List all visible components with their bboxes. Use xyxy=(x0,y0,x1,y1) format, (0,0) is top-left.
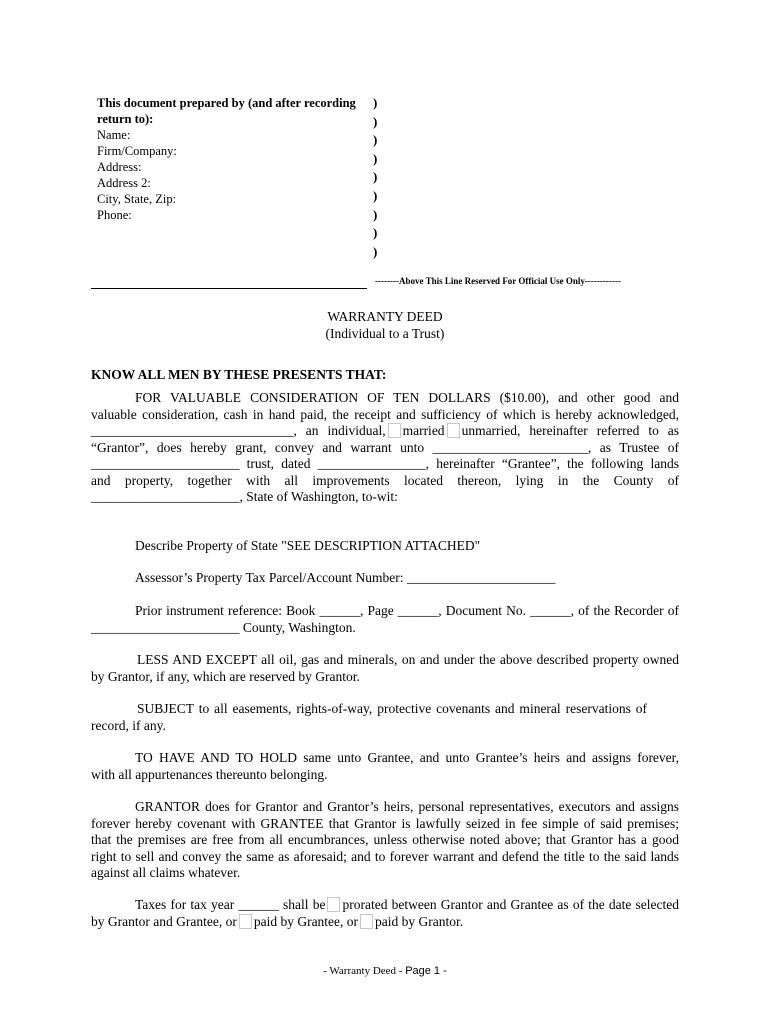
text-line: ______________________ County, Washington. xyxy=(91,619,356,635)
firm-field-label: Firm/Company: xyxy=(97,144,177,158)
prepared-by-label: This document prepared by (and after recording xyxy=(97,96,356,110)
paid-by-grantee-checkbox[interactable] xyxy=(239,914,252,929)
taxes-paragraph xyxy=(91,897,679,930)
phone-field-label: Phone: xyxy=(97,208,132,222)
address2-field-label: Address 2: xyxy=(97,176,151,190)
married-label: married xyxy=(402,423,445,438)
footer-page-number: Page 1 - xyxy=(405,965,447,977)
bracket: ) xyxy=(373,169,378,185)
bracket: ) xyxy=(373,243,378,259)
text-line: ______________________ trust, dated ________________, hereinafter “Grantee”, the following lands xyxy=(91,456,679,471)
prorated-text: prorated between Grantor and Grantee as of the date selected xyxy=(342,897,680,912)
prorated-checkbox[interactable] xyxy=(327,897,340,912)
text-line: right to sell and convey the same as aforesaid; and to forever warrant and defend the title to the said lands xyxy=(91,848,679,864)
text-line: record, if any. xyxy=(91,717,166,733)
text-line: Describe Property of State "SEE DESCRIPTION ATTACHED" xyxy=(135,538,481,553)
document-title: WARRANTY DEED xyxy=(327,309,443,324)
paid-by-grantor-label: paid by Grantor. xyxy=(375,913,464,929)
grant-text: “Grantor”, does hereby grant, convey and warrant unto xyxy=(91,439,425,455)
text-line: FOR VALUABLE CONSIDERATION OF TEN DOLLARS ($10.00), and other good and xyxy=(135,390,679,405)
page-footer xyxy=(0,965,770,977)
name-field-label: Name: xyxy=(97,128,131,142)
reserved-notice: --------Above This Line Reserved For Official Use Only------------ xyxy=(375,276,621,286)
preparer-block xyxy=(97,95,367,223)
covenant-paragraph xyxy=(91,799,679,882)
document-subtitle: (Individual to a Trust) xyxy=(325,326,445,341)
married-checkbox[interactable] xyxy=(388,423,401,438)
city-state-zip-field-label: City, State, Zip: xyxy=(97,192,177,206)
address-field-label: Address: xyxy=(97,160,142,174)
trustee-blank: _______________________, as Trustee of xyxy=(432,439,679,455)
bracket: ) xyxy=(373,150,378,166)
taxes-text: Taxes for tax year ______ shall be xyxy=(135,897,326,912)
text-line: with all appurtenances thereunto belonging. xyxy=(91,766,328,782)
paid-by-grantor-checkbox[interactable] xyxy=(360,914,373,929)
text-line: LESS AND EXCEPT all oil, gas and minerals, on and under the above described property owned xyxy=(137,652,679,667)
text-line xyxy=(91,897,679,914)
text-line: forever hereby covenant with GRANTEE that Grantor is lawfully seized in fee simple of said premises; xyxy=(91,815,679,831)
habendum-paragraph xyxy=(91,750,679,783)
text-line: Prior instrument reference: Book ______, Page ______, Document No. ______, of the Recorder of xyxy=(135,603,679,618)
prior-instrument-paragraph xyxy=(91,603,679,636)
unmarried-checkbox[interactable] xyxy=(447,423,460,438)
text-line: against all claims whatever. xyxy=(91,865,241,880)
bracket: ) xyxy=(373,225,378,241)
describe-paragraph xyxy=(91,538,679,555)
bracket: ) xyxy=(373,206,378,222)
bracket: ) xyxy=(373,113,378,129)
grantor-line xyxy=(91,423,679,440)
text-line: SUBJECT to all easements, rights-of-way, protective covenants and mineral reservations of xyxy=(137,701,647,716)
text-line: that the premises are free from all encumbrances, unless otherwise noted above; that Grantor has a good xyxy=(91,832,679,847)
less-except-paragraph xyxy=(91,652,679,685)
unmarried-label: unmarried, hereinafter referred to as xyxy=(461,423,679,438)
text-line: GRANTOR does for Grantor and Grantor’s heirs, personal representatives, executors and assigns xyxy=(135,799,679,814)
know-all-heading: KNOW ALL MEN BY THESE PRESENTS THAT: xyxy=(91,367,387,382)
selected-text: by Grantor and Grantee, or xyxy=(91,913,237,929)
paid-by-grantee-label: paid by Grantee, or xyxy=(253,913,359,929)
grantor-blank: ______________________________, an individual, xyxy=(91,423,386,438)
text-line xyxy=(91,914,679,931)
bracket-column xyxy=(373,94,377,261)
text-line: valuable consideration, cash in hand paid, the receipt and sufficiency of which is hereby acknowledged, xyxy=(91,406,679,422)
text-line: and property, together with all improvements located thereon, lying in the County of xyxy=(91,472,679,488)
text-line: by Grantor, if any, which are reserved by Grantor. xyxy=(91,668,360,684)
bracket: ) xyxy=(373,132,378,148)
text-line xyxy=(91,440,679,457)
return-to-label: return to): xyxy=(97,112,154,126)
bracket: ) xyxy=(373,95,378,110)
bracket: ) xyxy=(373,187,378,203)
text-line: Assessor’s Property Tax Parcel/Account Number: ______________________ xyxy=(135,570,556,585)
assessor-paragraph xyxy=(91,570,679,587)
subject-paragraph xyxy=(91,701,679,734)
header-rule xyxy=(91,288,367,289)
consideration-paragraph xyxy=(91,390,679,506)
footer-doc-name: - Warranty Deed - xyxy=(323,965,403,977)
text-line: ______________________, State of Washington, to-wit: xyxy=(91,489,398,504)
text-line: TO HAVE AND TO HOLD same unto Grantee, and unto Grantee’s heirs and assigns forever, xyxy=(135,750,679,765)
